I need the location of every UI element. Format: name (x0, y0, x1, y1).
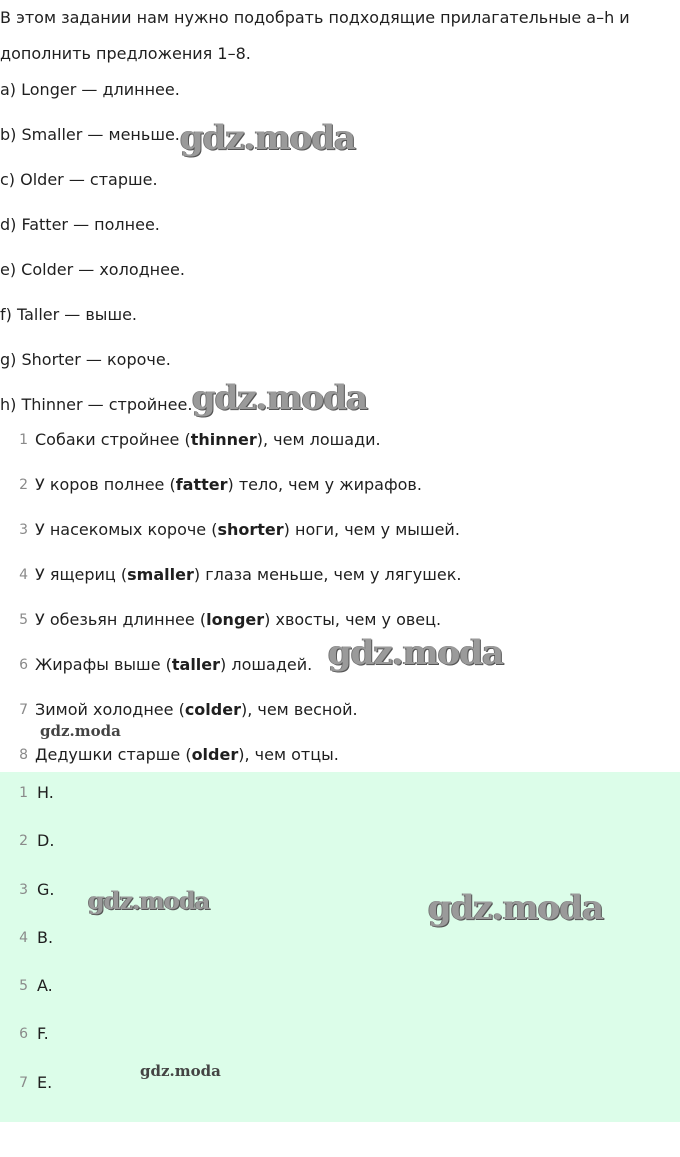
answer-word: older (191, 745, 239, 764)
answer-item (0, 1015, 680, 1063)
answer-word: smaller (127, 565, 194, 584)
watermark: gdz.moda (140, 1062, 221, 1080)
watermark: gdz.moda (40, 722, 121, 740)
intro-text: В этом задании нам нужно подобрать подходящие прилагательные a–h и дополнить предложения 1–8. (0, 8, 630, 63)
sentence-item (0, 558, 680, 603)
sentence-item (0, 513, 680, 558)
adjective-item: g) Shorter — короче. (0, 350, 171, 369)
sentence-item (0, 423, 680, 468)
answer-text: E. (37, 1072, 53, 1092)
watermark: gdz.moda (428, 888, 604, 928)
answer-word: shorter (217, 520, 284, 539)
sentence-text: У коров полнее (fatter) тело, чем у жирафов. (35, 475, 422, 494)
answer-item (0, 1064, 680, 1112)
answer-number: 1 (19, 785, 28, 801)
sentence-text: Собаки стройнее (thinner), чем лошади. (35, 430, 381, 449)
adjective-item: b) Smaller — меньше. (0, 125, 180, 144)
watermark: gdz.moda (180, 118, 356, 158)
answer-number: 6 (19, 1026, 28, 1043)
answer-text: D. (37, 831, 55, 851)
adjective-item: d) Fatter — полнее. (0, 215, 160, 234)
adjective-item: f) Taller — выше. (0, 305, 138, 324)
sentence-text: У насекомых короче (shorter) ноги, чем у мышей. (35, 520, 460, 539)
answer-number: 4 (19, 929, 28, 946)
watermark: gdz.moda (88, 886, 210, 915)
answer-word: thinner (190, 430, 257, 449)
adjective-item: e) Colder — холоднее. (0, 260, 185, 279)
sentence-text: Жирафы выше (taller) лошадей. (35, 655, 313, 674)
sentence-number: 3 (19, 522, 28, 538)
answer-number: 7 (19, 1074, 28, 1091)
sentence-number: 7 (19, 702, 28, 718)
answer-number: 2 (19, 833, 28, 850)
answer-word: longer (206, 610, 265, 629)
answer-item (0, 774, 680, 822)
sentence-number: 8 (19, 747, 28, 763)
answer-text: F. (37, 1024, 49, 1044)
answer-word: colder (184, 700, 241, 719)
adjective-item: h) Thinner — стройнее. (0, 395, 193, 414)
sentence-text: Дедушки старше (older), чем отцы. (35, 745, 339, 764)
sentence-number: 1 (19, 432, 28, 448)
answer-text: H. (37, 783, 54, 802)
answer-text: A. (37, 976, 53, 996)
watermark: gdz.moda (328, 633, 504, 673)
sentence-text: У обезьян длиннее (longer) хвосты, чем у овец. (35, 610, 442, 629)
adjective-item: c) Older — старше. (0, 170, 158, 189)
answer-item (0, 822, 680, 870)
sentence-text: Зимой холоднее (colder), чем весной. (35, 700, 358, 719)
sentence-number: 2 (19, 477, 28, 493)
sentence-number: 4 (19, 567, 28, 583)
sentence-text: У ящериц (smaller) глаза меньше, чем у лягушек. (35, 565, 462, 584)
sentence-number: 5 (19, 612, 28, 628)
answer-word: fatter (175, 475, 228, 494)
sentence-item (0, 468, 680, 513)
answer-number: 5 (19, 978, 28, 995)
watermark: gdz.moda (192, 378, 368, 418)
sentence-number: 6 (19, 657, 28, 673)
answer-word: taller (171, 655, 221, 674)
answer-item (0, 967, 680, 1015)
answer-number: 3 (19, 881, 28, 898)
answer-text: B. (37, 927, 54, 947)
adjective-item: a) Longer — длиннее. (0, 80, 180, 99)
answer-block (0, 772, 680, 1122)
answer-text: G. (37, 879, 55, 899)
